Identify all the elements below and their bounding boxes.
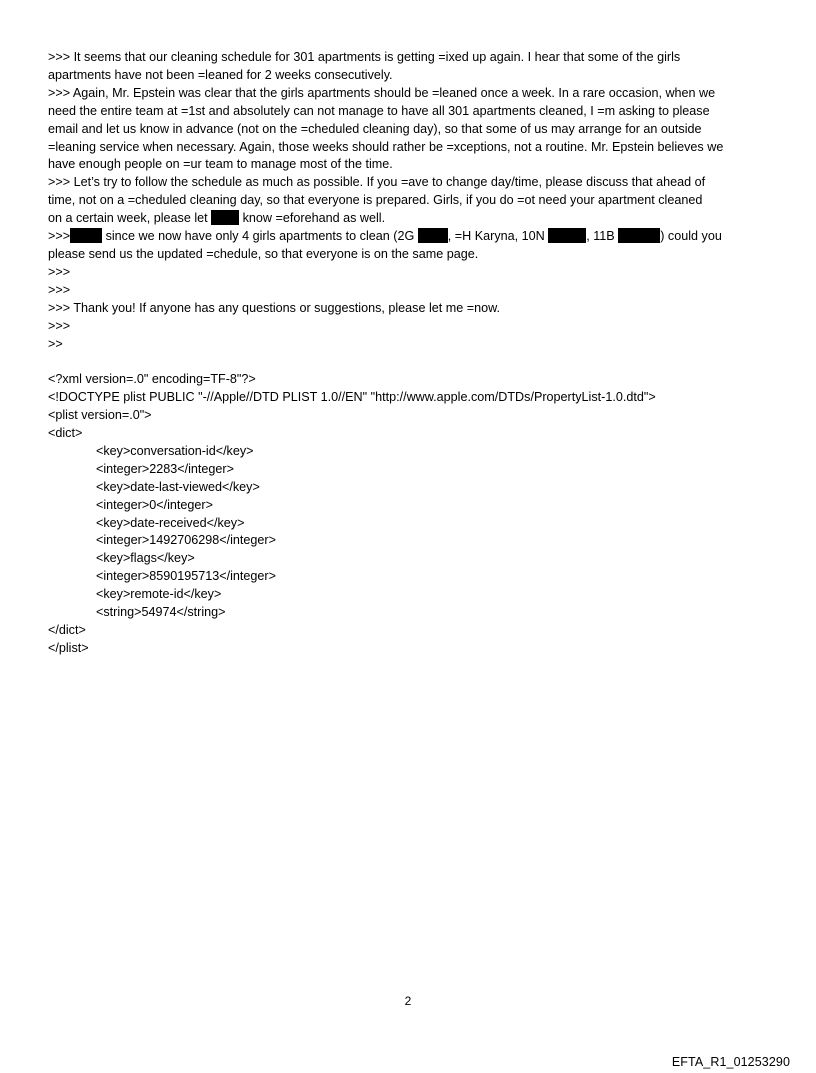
redaction-box (70, 228, 102, 243)
spacer (48, 353, 770, 371)
email-line: >>> (48, 282, 71, 297)
plist-line: <plist version=.0"> (48, 408, 152, 423)
email-text: know =eforehand as well. (239, 211, 386, 226)
email-line: >>> It seems that our cleaning schedule for 301 apartments is getting =ixed up again. I hear that some of the girls (48, 50, 681, 64)
email-line: email and let us know in advance (not on the =cheduled cleaning day), so that some of us may arrange for an outside (48, 121, 702, 136)
email-text: >>> (48, 229, 71, 244)
email-line (48, 210, 770, 228)
email-text: on a certain week, please let (48, 211, 212, 226)
email-line: please send us the updated =chedule, so that everyone is on the same page. (48, 246, 479, 261)
redaction-box (618, 228, 660, 243)
plist-line: <?xml version=.0" encoding=TF-8"?> (48, 372, 256, 387)
email-line: time, not on a =cheduled cleaning day, so that everyone is prepared. Girls, if you do =ot need your apartment cleaned (48, 193, 703, 208)
email-line: >>> Again, Mr. Epstein was clear that the girls apartments should be =leaned once a week. In a rare occasion, when we (48, 85, 716, 100)
page-number: 2 (404, 994, 412, 1008)
plist-line: </dict> (48, 622, 86, 637)
email-line: >> (48, 336, 63, 351)
plist-line: </plist> (48, 640, 89, 655)
plist-entry: <key>date-received</key> (96, 515, 245, 530)
plist-entry: <integer>1492706298</integer> (96, 533, 276, 548)
email-line: need the entire team at =1st and absolutely can not manage to have all 301 apartments cleaned, I =m asking to please (48, 103, 710, 118)
document-body (48, 49, 770, 658)
redaction-box (548, 228, 586, 243)
redaction-box (211, 210, 239, 225)
document-id: EFTA_R1_01253290 (671, 1055, 790, 1069)
plist-entry: <integer>2283</integer> (96, 461, 234, 476)
plist-entry: <key>date-last-viewed</key> (96, 479, 260, 494)
email-line: apartments have not been =leaned for 2 weeks consecutively. (48, 67, 393, 82)
email-line: have enough people on =ur team to manage most of the time. (48, 157, 393, 172)
email-text: , 11B (586, 229, 619, 244)
plist-entry: <integer>0</integer> (96, 497, 213, 512)
email-line: >>> (48, 264, 71, 279)
email-line: =leaning service when necessary. Again, those weeks should rather be =xceptions, not a routine. Mr. Epstein believes we (48, 139, 724, 154)
email-line: >>> Let’s try to follow the schedule as much as possible. If you =ave to change day/time, please discuss that ahead of (48, 175, 706, 190)
email-text: since we now have only 4 girls apartments to clean (2G (102, 229, 418, 244)
plist-entry: <integer>8590195713</integer> (96, 569, 276, 584)
plist-line: <!DOCTYPE plist PUBLIC "-//Apple//DTD PLIST 1.0//EN" "http://www.apple.com/DTDs/PropertyList-1.0.dtd"> (48, 390, 656, 405)
plist-entry: <string>54974</string> (96, 605, 226, 620)
plist-entry: <key>flags</key> (96, 551, 195, 566)
redaction-box (418, 228, 448, 243)
email-line: >>> Thank you! If anyone has any questions or suggestions, please let me =now. (48, 300, 501, 315)
plist-line: <dict> (48, 426, 83, 441)
email-text: , =H Karyna, 10N (447, 229, 549, 244)
email-line: >>> (48, 318, 71, 333)
plist-entry: <key>conversation-id</key> (96, 443, 254, 458)
email-text: ) could you (660, 229, 722, 244)
email-line (48, 228, 770, 246)
plist-entry: <key>remote-id</key> (96, 587, 222, 602)
